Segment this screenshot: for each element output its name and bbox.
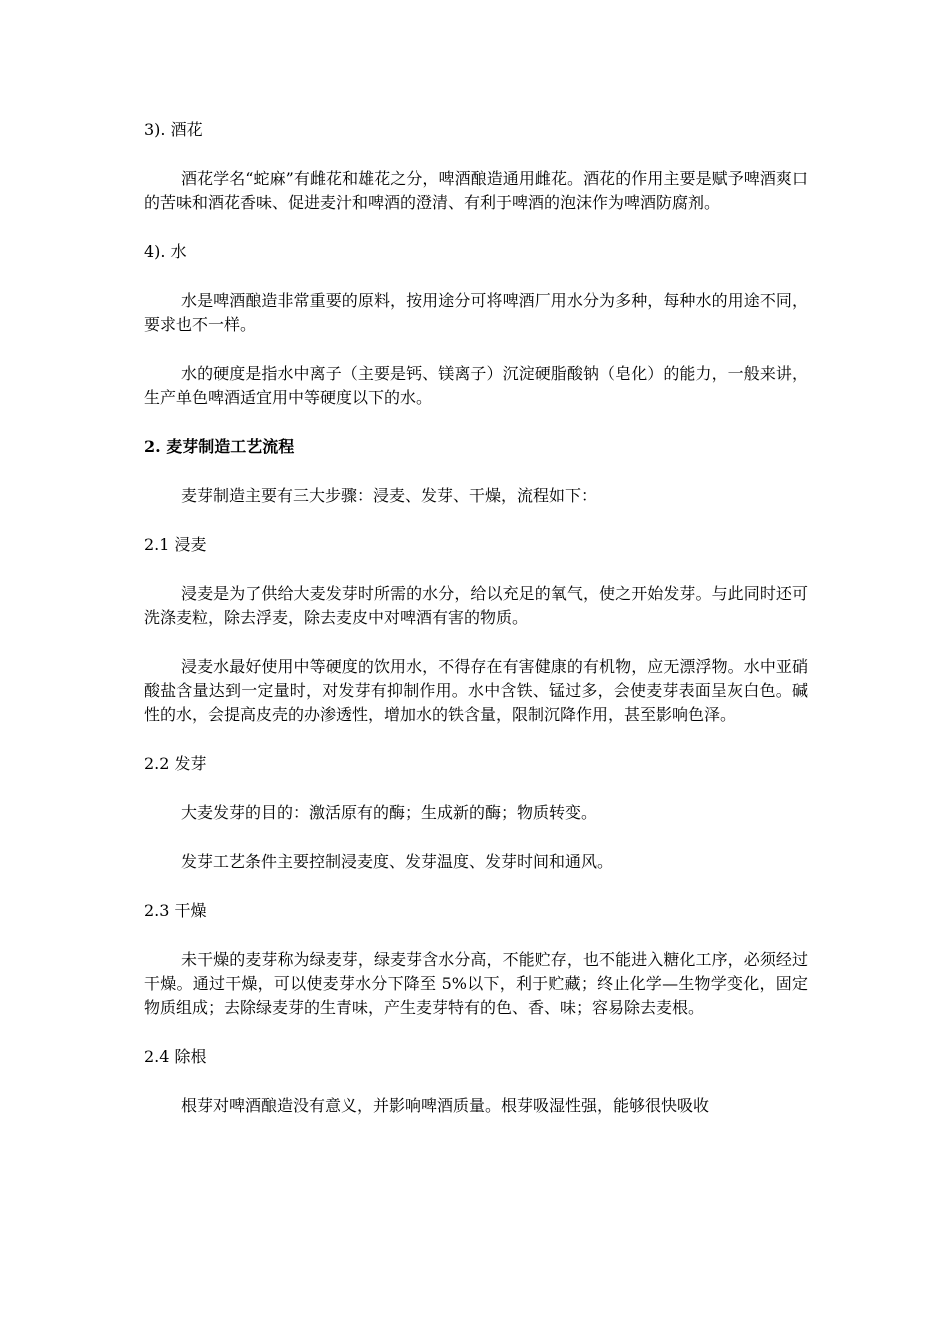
- paragraph-germination-conditions: 发芽工艺条件主要控制浸麦度、发芽温度、发芽时间和通风。: [181, 852, 614, 871]
- document-page: [144, 118, 808, 1143]
- paragraph-malting-steps: 麦芽制造主要有三大步骤：浸麦、发芽、干燥，流程如下：: [181, 486, 598, 505]
- paragraph-germination-purpose: 大麦发芽的目的：激活原有的酶；生成新的酶；物质转变。: [181, 803, 598, 822]
- paragraph-root-removal: 根芽对啤酒酿造没有意义，并影响啤酒质量。根芽吸湿性强，能够很快吸收: [181, 1096, 710, 1115]
- subheading-steeping: 2.1 浸麦: [144, 535, 207, 554]
- paragraph-hops: 酒花学名“蛇麻”有雌花和雄花之分，啤酒酿造通用雌花。酒花的作用主要是赋予啤酒爽口的苦味和酒花香味、促进麦汁和啤酒的澄清、有利于啤酒的泡沫作为啤酒防腐剂。: [144, 169, 808, 212]
- subheading-root-removal: 2.4 除根: [144, 1047, 207, 1066]
- subheading-water: 4). 水: [144, 242, 187, 261]
- subheading-germination: 2.2 发芽: [144, 754, 207, 773]
- paragraph-water-uses: 水是啤酒酿造非常重要的原料，按用途分可将啤酒厂用水分为多种，每种水的用途不同，要求也不一样。: [144, 291, 808, 334]
- subheading-hops: 3). 酒花: [144, 120, 203, 139]
- paragraph-drying: 未干燥的麦芽称为绿麦芽，绿麦芽含水分高，不能贮存，也不能进入糖化工序，必须经过干燥。通过干燥，可以使麦芽水分下降至 5%以下，利于贮藏；终止化学—生物学变化，固定物质组成；去除绿麦芽的生青味，产生麦芽特有的色、香、味；容易除去麦根。: [144, 950, 808, 1017]
- paragraph-water-hardness: 水的硬度是指水中离子（主要是钙、镁离子）沉淀硬脂酸钠（皂化）的能力，一般来讲，生产单色啤酒适宜用中等硬度以下的水。: [144, 364, 808, 407]
- paragraph-steeping-water: 浸麦水最好使用中等硬度的饮用水，不得存在有害健康的有机物，应无漂浮物。水中亚硝酸盐含量达到一定量时，对发芽有抑制作用。水中含铁、锰过多，会使麦芽表面呈灰白色。碱性的水，会提高皮壳的办渗透性，增加水的铁含量，限制沉降作用，甚至影响色泽。: [144, 657, 808, 724]
- subheading-drying: 2.3 干燥: [144, 901, 207, 920]
- paragraph-steeping-purpose: 浸麦是为了供给大麦发芽时所需的水分，给以充足的氧气，使之开始发芽。与此同时还可洗涤麦粒，除去浮麦，除去麦皮中对啤酒有害的物质。: [144, 584, 808, 627]
- section-heading-malting-process: 2. 麦芽制造工艺流程: [144, 437, 295, 456]
